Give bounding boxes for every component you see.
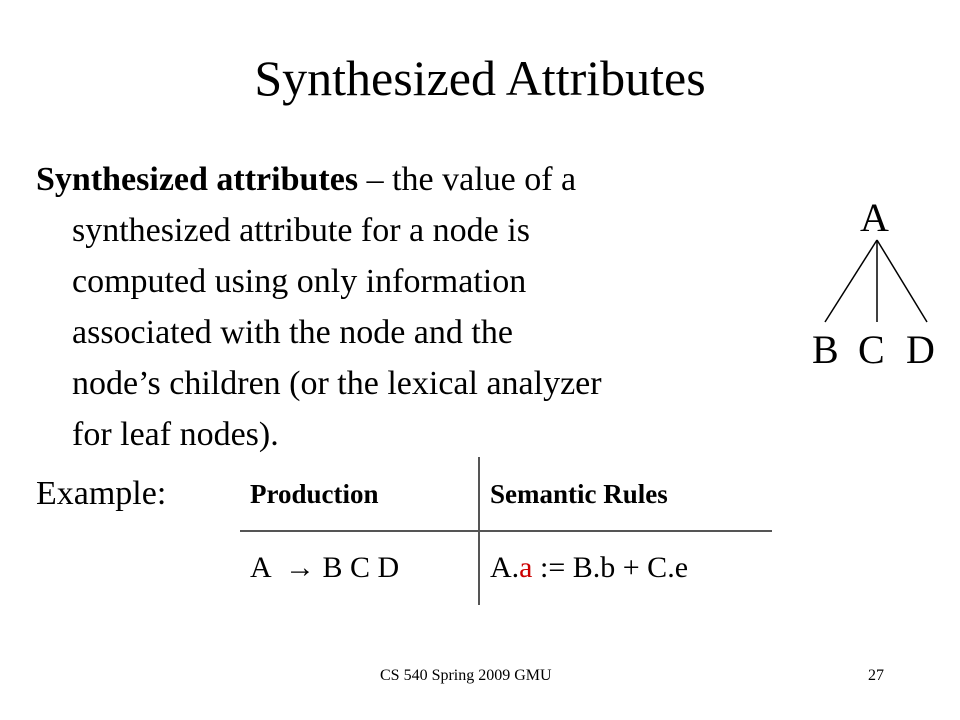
definition-line-1 (36, 154, 736, 205)
tree-node-b: B (812, 327, 839, 372)
definition-line-6: for leaf nodes). (72, 416, 279, 453)
rule-prefix: A. (490, 551, 520, 584)
table-vertical-rule (478, 457, 480, 605)
header-production: Production (250, 478, 379, 509)
table-header-row (240, 457, 772, 531)
definition-line-4: associated with the node and the (72, 314, 513, 351)
definition-line-5: node’s children (or the lexical analyzer (72, 365, 602, 402)
footer-course: CS 540 Spring 2009 GMU (380, 667, 552, 684)
rule-suffix: := B.b + C.e (532, 551, 689, 584)
example-label: Example: (36, 475, 167, 512)
edge-a-b (825, 240, 877, 322)
edge-a-d (877, 240, 927, 322)
footer-page-number: 27 (868, 667, 884, 684)
semantic-rules-table (240, 457, 772, 605)
definition-term: Synthesized attributes (36, 161, 359, 198)
header-semantic-rules: Semantic Rules (490, 478, 668, 509)
parse-tree (800, 180, 960, 380)
semantic-rule-cell (490, 531, 772, 605)
rule-highlight: a (519, 551, 533, 584)
tree-node-c: C (858, 327, 885, 372)
tree-node-d: D (906, 327, 935, 372)
production-cell: A → B C D (250, 551, 400, 584)
table-horizontal-rule (240, 530, 772, 532)
definition-text-1: – the value of a (358, 161, 577, 198)
slide-title: Synthesized Attributes (254, 50, 706, 106)
tree-node-root: A (860, 195, 889, 240)
definition-line-2: synthesized attribute for a node is (72, 212, 530, 249)
definition-paragraph (36, 154, 736, 460)
definition-line-3: computed using only information (72, 263, 527, 300)
table-row (240, 531, 772, 605)
